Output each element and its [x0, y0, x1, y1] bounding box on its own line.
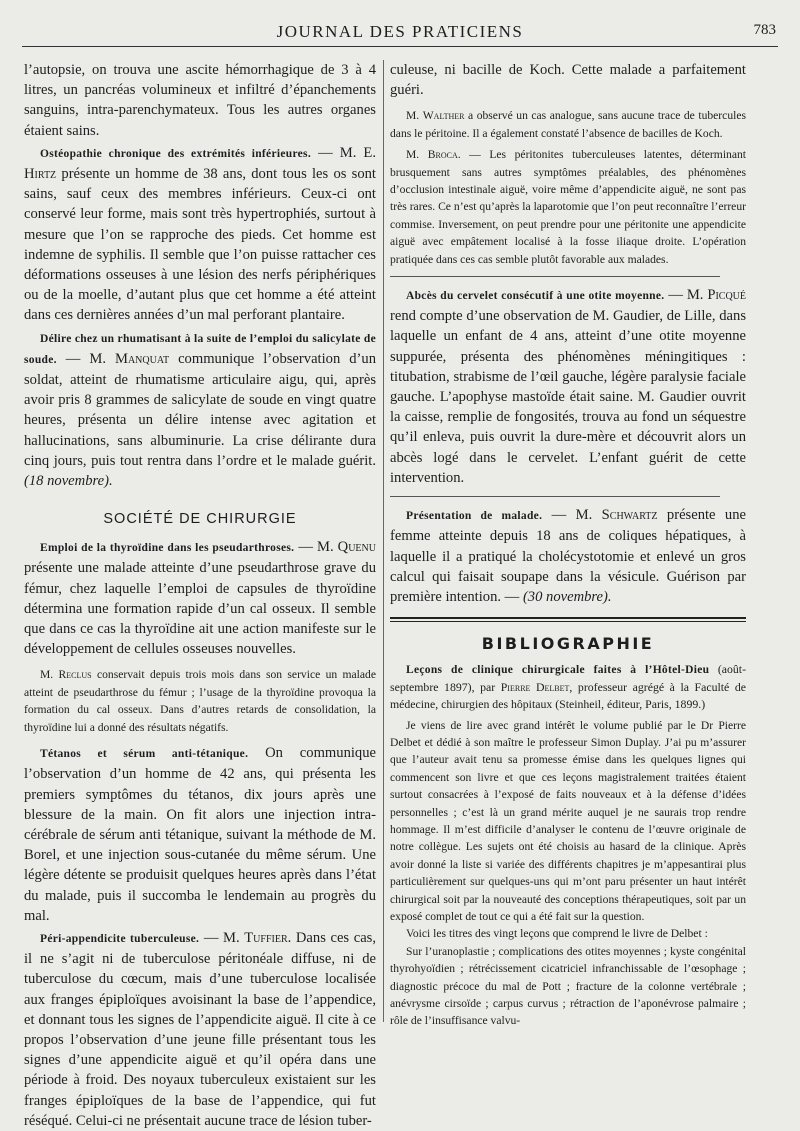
article-heading: Emploi de la thyroïdine dans les pseudarthroses. [40, 542, 295, 555]
right-column [390, 60, 746, 1050]
author-name: Walther [422, 109, 465, 123]
date: (30 novembre). [522, 588, 612, 605]
article-peri-appendicite: Péri-appendicite tuberculeuse. — M. Tuffier. Dans ces cas, il ne s’agit ni de tuberculose péritonéale diffuse, ni de tuberculose du cœcum, mais d’une tuberculose localisée aux franges épiploïques avoisinant la base de l’appendice, et donnant tous les signes de l’appendicite aiguë. Il cite à ce propos l’observation d’une jeune fille présentant tous les signes d’une appendicite aiguë et qu’il opéra dans une période à froid. Des noyaux tuberculeux existaient sur les franges épiploïques de la base de l’appendice, qui fut réséqué. Celui-ci ne présentait aucune trace de lésion tuber- [24, 929, 376, 1129]
article-heading: Délire chez un rhumatisant à la suite de l’emploi du salicylate de soude. [24, 332, 376, 366]
author-name: Broca [427, 148, 458, 162]
article-heading: Tétanos et sérum anti-tétanique. [40, 748, 249, 761]
article-abces-cervelet: Abcès du cervelet consécutif à une otite moyenne. — M. Picqué rend compte d’une observation de M. Gaudier, de Lille, dans laquelle un enfant de 4 ans, atteint d’une otite moyenne suppurée, présenta des phénomènes méningitiques : titubation, strabisme de l’œil gauche, légère paralysie faciale gauche. L’apophyse mastoïde était saine. M. Gaudier ouvrit la caisse, remplie de fongosités, trouva au fond un séquestre qu’il enleva, puis ouvrit la dure-mère et découvrit alors un abcès logé dans le cervelet. L’enfant guérit de cette intervention. [390, 287, 746, 486]
double-rule [390, 617, 746, 622]
article-presentation: Présentation de malade. — M. Schwartz présente une femme atteinte depuis 18 ans de coliques hépatiques, à laquelle il a pratiqué la cholécystotomie et enlevé un gros calcul qui faisait soupape dans la vésicule. Guérison par première intention. — (30 novembre). [390, 507, 746, 605]
author-name: Tuffier [244, 929, 288, 946]
author-name: Quenu [337, 539, 376, 556]
paragraph-continuation: culeuse, ni bacille de Koch. Cette malade a parfaitement guéri. [390, 62, 746, 99]
page-number: 783 [753, 22, 776, 38]
author-name: Picqué [707, 287, 746, 304]
review-paragraph: Je viens de lire avec grand intérêt le volume publié par le Dr Pierre Delbet et dédié à son maître le professeur Simon Duplay. J’ai pu m’assurer que l’auteur avait tenu sa promesse émise dans les quelques lignes qui commencent son livre et que ces leçons magistralement traitées étaient surtout consacrées à l’exposé de faits nouveaux et à la défense d’idées personnelles ; c’est là un grand mérite auquel je ne saurais trop rendre hommage. Il m’est difficile d’analyser le contenu de l’œuvre originale de notre collègue. Les sujets ont été choisis au hasard de la clinique. Après avoir donné la liste si variée des différents chapitres je m’appesantirai plus particulièrement sur quelques-uns qui m’ont paru présenter un haut intérêt chirurgical soit par la nouveauté des conceptions thérapeutiques, soit par un exposé complet de tout ce qui a été fait sur la question. [390, 718, 746, 923]
author-name: Hirtz [24, 166, 57, 183]
article-tetanos: Tétanos et sérum anti-tétanique. On communique l’observation d’un homme de 42 ans, qui présenta les premiers symptômes du tétanos, dix jours après une blessure de la main. On fit alors une injection intra-cérébrale de sérum anti tétanique, suivant la méthode de M. Borel, et une injection sous-cutanée du même sérum. Une légère détente se produisit quelques heures après dans l’état du malade, puis il succomba le lendemain au progrès du mal. [24, 745, 376, 924]
review-paragraph: Voici les titres des vingt leçons que comprend le livre de Delbet : [406, 927, 708, 941]
left-column [24, 60, 376, 1129]
author-name: Manquat [114, 350, 170, 367]
spacer [24, 659, 376, 666]
article-heading: Abcès du cervelet consécutif à une otite moyenne. [406, 290, 665, 303]
book-title: Leçons de clinique chirurgicale faites à l’Hôtel-Dieu [406, 664, 710, 677]
review-paragraph: Sur l’uranoplastie ; complications des otites moyennes ; kyste congénital thyrohyoïdien ; rétrécissement cicatriciel infranchissable de l’œsophage ; diagnostic précoce du mal de Pott ; fracture de la colonne vertébrale ; anévrysme cirsoïde ; carpus curvus ; rétraction de l’aponévrose palmaire ; rôle de l’insuffisance valvu- [390, 944, 746, 1028]
spacer [390, 100, 746, 107]
paragraph-autopsie: l’autopsie, on trouva une ascite hémorrhagique de 3 à 4 litres, un pancréas volumineux et infiltré d’épanchements sanguins, intra-parenchymateux. Tous les autres organes étaient sains. [24, 62, 376, 139]
separator-rule [390, 496, 720, 497]
bibliography-entry: Leçons de clinique chirurgicale faites à l’Hôtel-Dieu (août-septembre 1897), par Pierre Delbet, professeur agrégé à la Faculté de médecine, chirurgien des hôpitaux (Steinheil, éditeur, Paris, 1899.) [390, 662, 746, 711]
date: (18 novembre). [24, 473, 113, 490]
running-header [0, 18, 800, 46]
bibliography-title: BIBLIOGRAPHIE [481, 634, 655, 654]
article-walther: M. Walther a observé un cas analogue, sans aucune trace de tubercules dans le péritoine. Il a également constaté l’absence de bacilles de Koch. [390, 109, 746, 140]
article-heading: Présentation de malade. [406, 510, 543, 523]
journal-title: JOURNAL DES PRATICIENS [276, 22, 524, 41]
article-broca: M. Broca. — Les péritonites tuberculeuses latentes, déterminant brusquement sans autres symptômes préalables, des phénomènes d’occlusion intestinale aiguë, voire même d’appendicite aiguë, ne sont pas très rares. Ce n’est qu’après la laparotomie que l’on peut reconnaître l’erreur commise. Inversement, on peut prendre pour une péritonite une appendicite aiguë avec empâtement localisé à la fosse iliaque droite. L’opération pratiquée dans ces cas semble plutôt favorable aux malades. [390, 148, 746, 266]
author-name: Pierre Delbet [500, 679, 570, 694]
column-divider [383, 60, 384, 1022]
separator-rule [390, 276, 720, 277]
author-name: Schwartz [601, 507, 658, 524]
header-rule [22, 46, 778, 47]
article-osteopathie: Ostéopathie chronique des extrémités inférieures. — M. E. Hirtz présente un homme de 38 ans, dont tous les os sont sains, sauf ceux des membres inférieurs. Ceux-ci ont conservé leur forme, mais sont très hypertrophiés, surtout à mesure que l’on se rapproche des pieds. Cet homme est indemne de syphilis. Il semble que l’on puisse rattacher ces déformations osseuses à une lésion des nerfs périphériques ou de la moelle, d’autant plus que cet homme a été atteint dans ces dernières années d’un mal perforant plantaire. [24, 144, 376, 324]
article-heading: Ostéopathie chronique des extrémités inférieures. [40, 147, 312, 160]
spacer [24, 736, 376, 743]
article-reclus: M. Reclus conservait depuis trois mois dans son service un malade atteint de pseudarthrose du fémur ; l’usage de la thyroïdine provoqua la formation du cal osseux. Dans d’autres retards de consolidation, la thyroïdine lui a donné des résultats négatifs. [24, 668, 376, 734]
article-heading: Péri-appendicite tuberculeuse. [40, 932, 200, 945]
author-name: Reclus [58, 668, 92, 682]
section-title: SOCIÉTÉ DE CHIRURGIE [103, 511, 297, 528]
article-delire: Délire chez un rhumatisant à la suite de l’emploi du salicylate de soude. — M. Manquat communique l’observation d’un soldat, atteint de rhumatisme articulaire aigu, qui, après avoir pris 8 grammes de salicylate de soude en vingt quatre heures, présenta un délire intense avec agitation et hallucinations, sans albuminurie. La crise délirante dura cinq jours, puis tout rentra dans l’ordre et le malade guérit. (18 novembre). [24, 332, 376, 490]
article-thyroidine: Emploi de la thyroïdine dans les pseudarthroses. — M. Quenu présente une malade atteinte d’une pseudarthrose grave du fémur, chez laquelle l’emploi de capsules de thyroïdine détermina une formation rapide d’un cal osseux. Il semble que dans ce cas la thyroïdine ait une action manifeste sur le développement de cellules osseuses nouvelles. [24, 539, 376, 658]
